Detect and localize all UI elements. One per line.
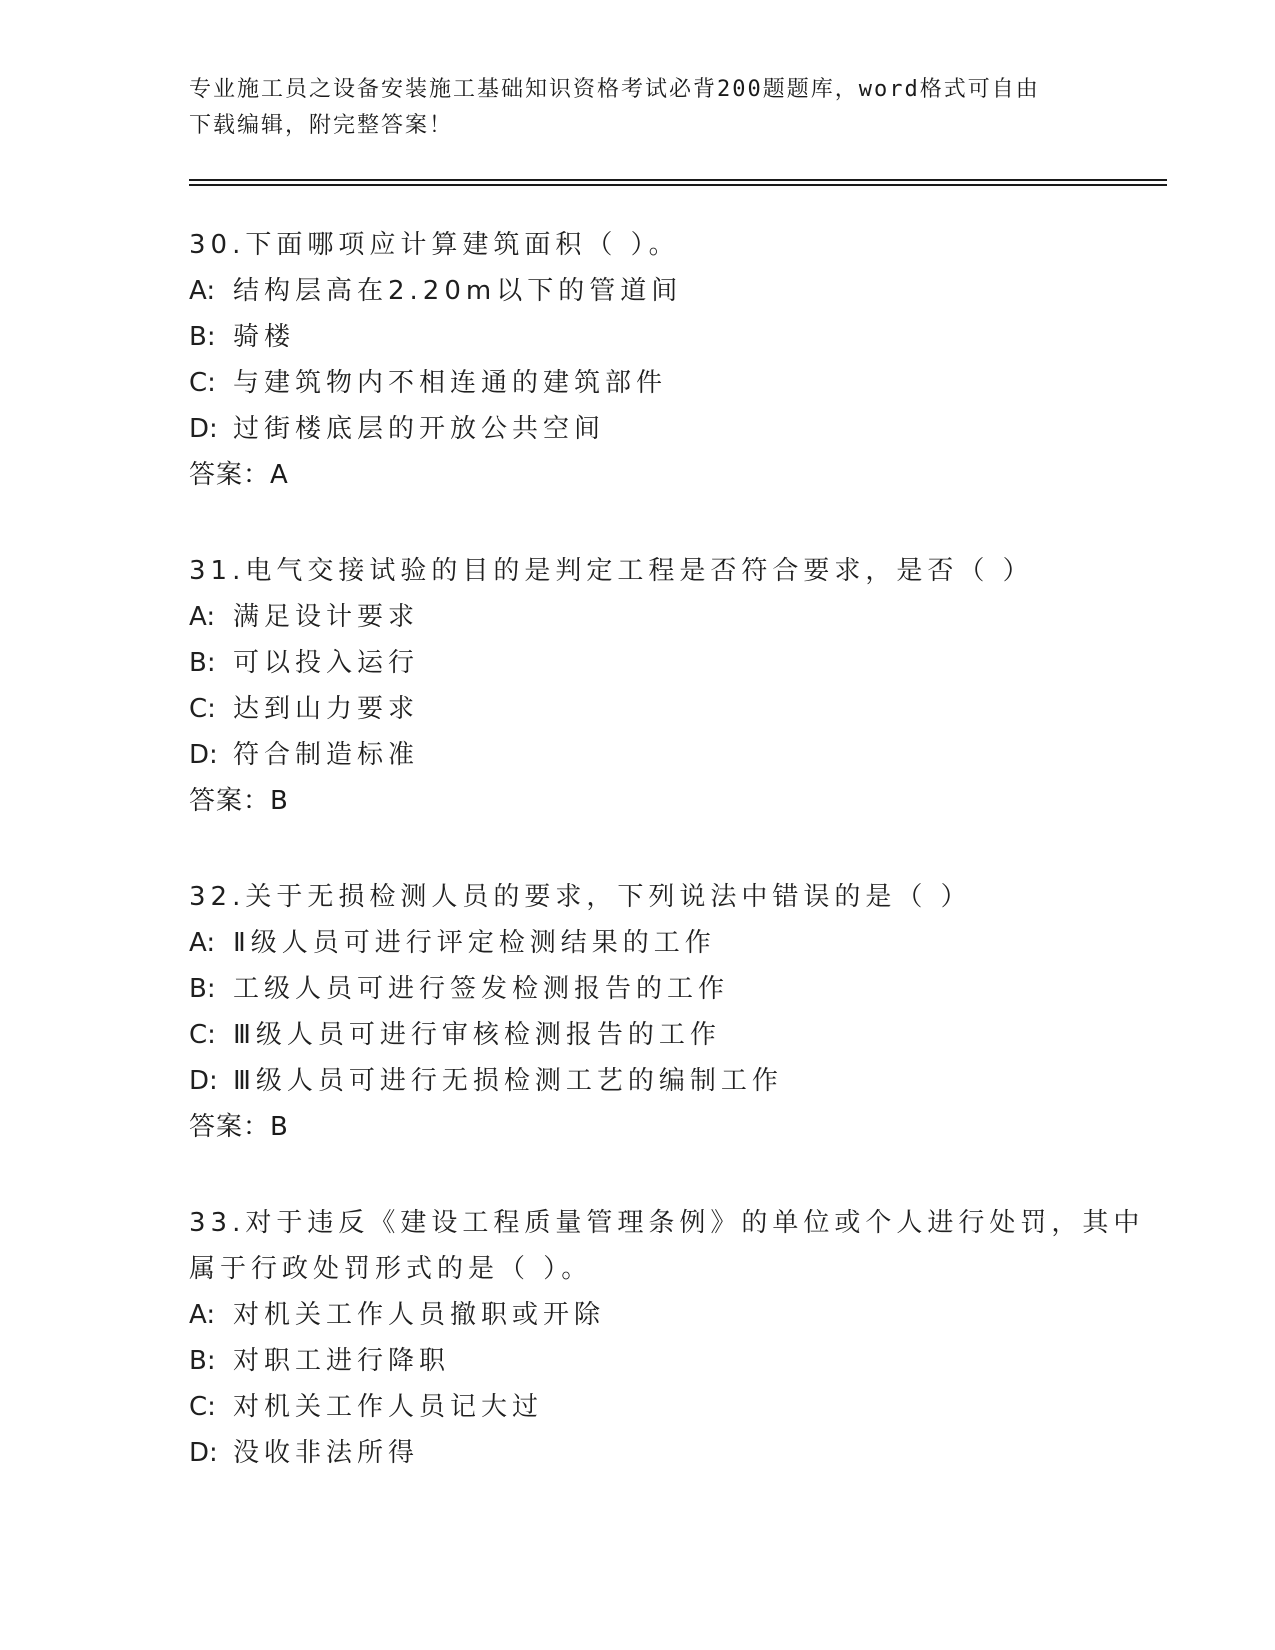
option-b	[189, 640, 1109, 686]
option-c	[189, 686, 1109, 732]
option-c	[189, 1384, 1109, 1430]
question-31	[189, 548, 1109, 824]
answer-label: 答案：B	[189, 1112, 289, 1142]
header-line-2: 下载编辑，附完整答案！	[189, 113, 454, 138]
option-letter: A:	[189, 1300, 216, 1330]
option-text: 对机关工作人员记大过	[233, 1392, 544, 1422]
option-a	[189, 594, 1109, 640]
option-letter: C:	[189, 1392, 216, 1422]
option-text: 符合制造标准	[233, 740, 420, 770]
option-a	[189, 1292, 1109, 1338]
option-text: 骑楼	[233, 322, 296, 352]
question-stem: 30.下面哪项应计算建筑面积（ ）。	[189, 230, 680, 260]
option-letter: D:	[189, 740, 218, 770]
option-letter: B:	[189, 1346, 216, 1376]
option-text: 满足设计要求	[233, 602, 420, 632]
option-text: 工级人员可进行签发检测报告的工作	[233, 974, 730, 1004]
option-text: 与建筑物内不相连通的建筑部件	[233, 368, 668, 398]
option-letter: B:	[189, 974, 216, 1004]
question-stem: 32.关于无损检测人员的要求，下列说法中错误的是（ ）	[189, 882, 972, 912]
option-text: 结构层高在2.20m以下的管道间	[233, 276, 683, 306]
question-32	[189, 874, 1109, 1150]
option-letter: C:	[189, 368, 216, 398]
option-d	[189, 1430, 1109, 1476]
option-letter: B:	[189, 322, 216, 352]
question-stem: 31.电气交接试验的目的是判定工程是否符合要求，是否（ ）	[189, 556, 1034, 586]
option-letter: D:	[189, 1066, 218, 1096]
option-d	[189, 406, 1109, 452]
option-d	[189, 732, 1109, 778]
option-letter: D:	[189, 414, 218, 444]
header-line-1: 专业施工员之设备安装施工基础知识资格考试必背200题题库，word格式可自由	[189, 77, 1040, 102]
option-c	[189, 360, 1109, 406]
option-text: Ⅱ级人员可进行评定检测结果的工作	[233, 928, 716, 958]
header-divider-top	[189, 179, 1167, 181]
document-header	[189, 72, 1089, 144]
answer-label: 答案：A	[189, 460, 289, 490]
option-b	[189, 314, 1109, 360]
question-33	[189, 1200, 1145, 1476]
option-letter: D:	[189, 1438, 218, 1468]
answer-label: 答案：B	[189, 786, 289, 816]
option-d	[189, 1058, 1109, 1104]
option-text: Ⅲ级人员可进行审核检测报告的工作	[233, 1020, 721, 1050]
option-letter: A:	[189, 928, 216, 958]
option-a	[189, 920, 1109, 966]
option-text: 达到山力要求	[233, 694, 420, 724]
option-letter: A:	[189, 602, 216, 632]
option-text: 过街楼底层的开放公共空间	[233, 414, 606, 444]
option-letter: C:	[189, 694, 216, 724]
question-stem-line-1: 33.对于违反《建设工程质量管理条例》的单位或个人进行处罚，其中	[189, 1208, 1145, 1238]
option-text: 没收非法所得	[233, 1438, 420, 1468]
option-b	[189, 1338, 1109, 1384]
option-text: 对机关工作人员撤职或开除	[233, 1300, 606, 1330]
option-letter: A:	[189, 276, 216, 306]
option-a	[189, 268, 1109, 314]
option-text: Ⅲ级人员可进行无损检测工艺的编制工作	[233, 1066, 783, 1096]
question-30	[189, 222, 1109, 498]
option-letter: C:	[189, 1020, 216, 1050]
option-text: 可以投入运行	[233, 648, 420, 678]
option-c	[189, 1012, 1109, 1058]
header-divider-bottom	[189, 184, 1167, 186]
option-letter: B:	[189, 648, 216, 678]
option-b	[189, 966, 1109, 1012]
option-text: 对职工进行降职	[233, 1346, 451, 1376]
question-stem-line-2: 属于行政处罚形式的是（ ）。	[189, 1254, 593, 1284]
